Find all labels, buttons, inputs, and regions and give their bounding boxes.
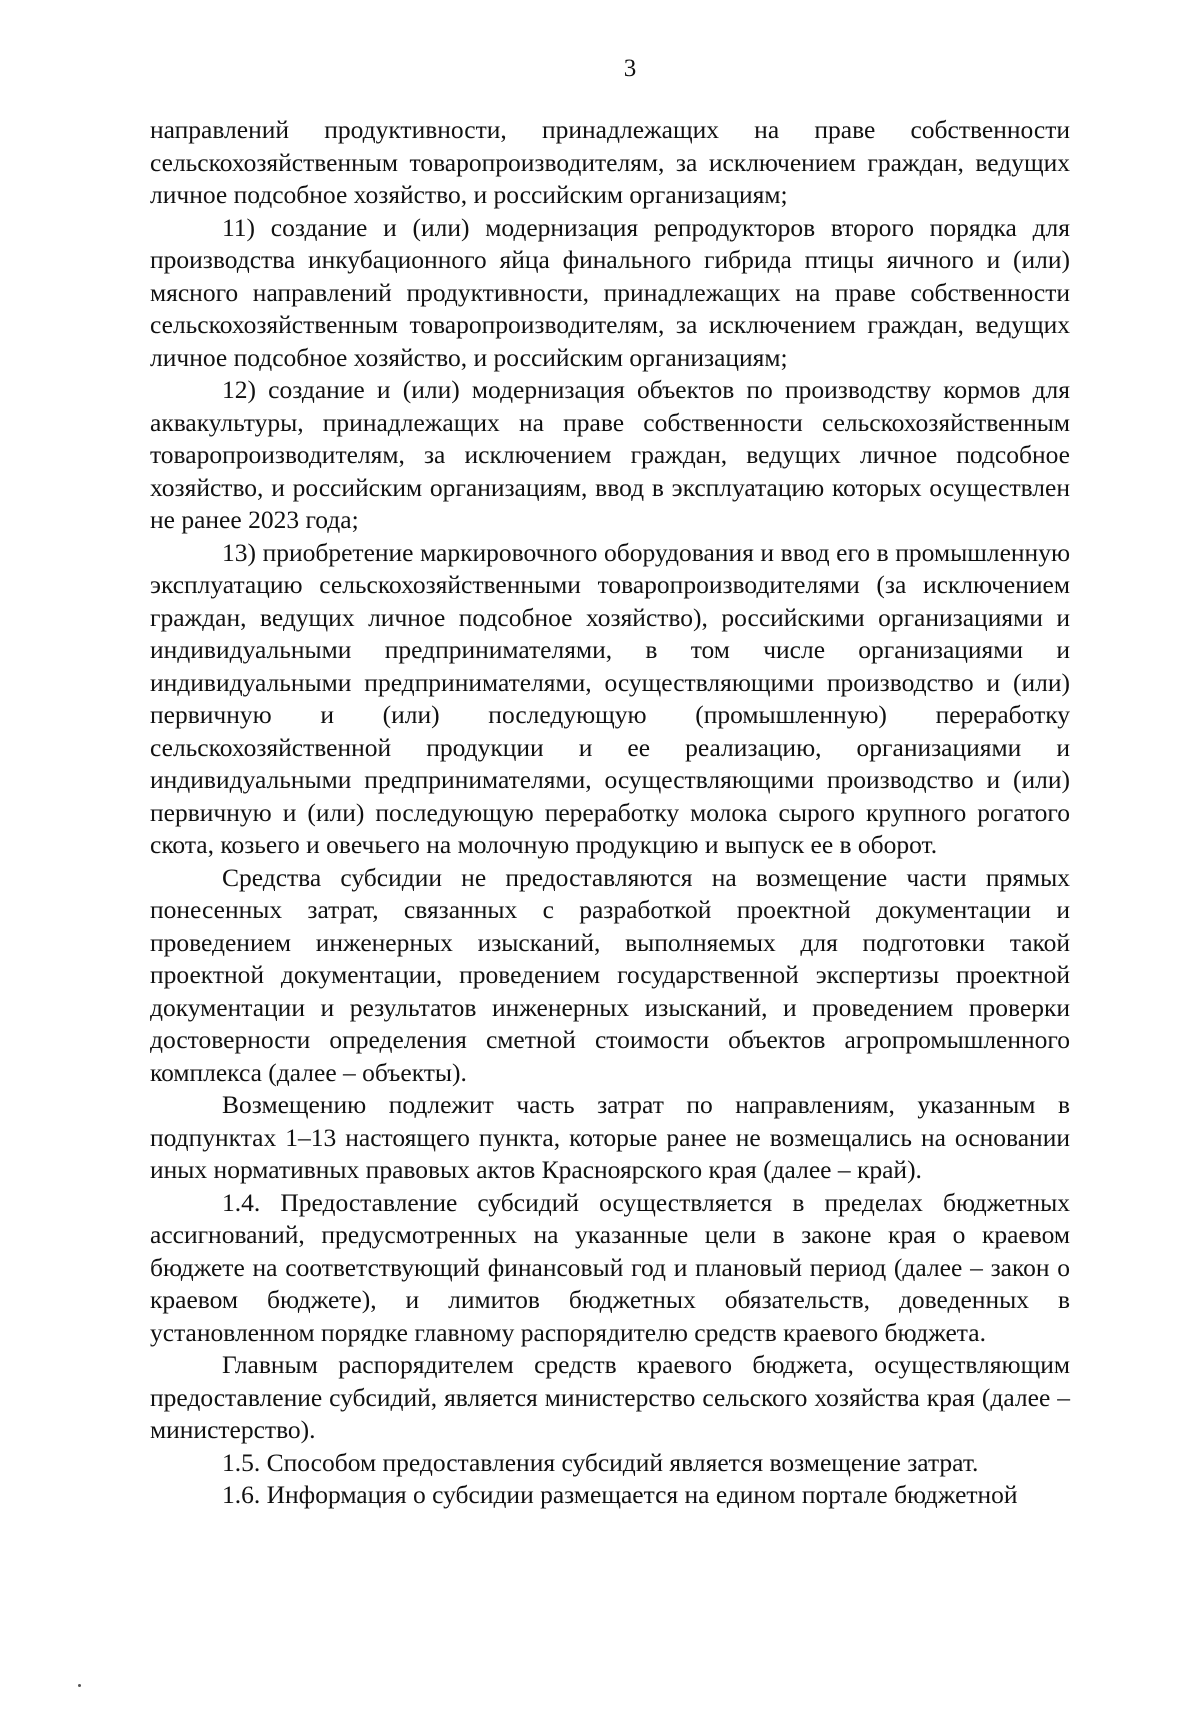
paragraph-1-4: 1.4. Предоставление субсидий осуществляется в пределах бюджетных ассигнований, предусмотренных на указанные цели в законе края о краевом бюджете на соответствующий финансовый год и плановый период (далее – закон о краевом бюджете), и лимитов бюджетных обязательств, доведенных в установленном порядке главному распорядителю средств краевого бюджета. (150, 1187, 1070, 1347)
scan-artifact-dot (78, 1684, 81, 1687)
paragraph-item-12: 12) создание и (или) модернизация объектов по производству кормов для аквакультуры, принадлежащих на праве собственности сельскохозяйственным товаропроизводителям, за исключением граждан, ведущих личное подсобное хозяйство, и российским организациям, ввод в эксплуатацию которых осуществлен не ранее 2023 года; (150, 375, 1070, 534)
paragraph-item-11: 11) создание и (или) модернизация репродукторов второго порядка для производства инкубационного яйца финального гибрида птицы яичного и (или) мясного направлений продуктивности, принадлежащих на праве собственности сельскохозяйственным товаропроизводителям, за исключением граждан, ведущих личное подсобное хозяйство, и российским организациям; (150, 212, 1070, 372)
paragraph-1-5: 1.5. Способом предоставления субсидий является возмещение затрат. (222, 1447, 979, 1477)
paragraph-continuation: направлений продуктивности, принадлежащих на праве собственности сельскохозяйственным товаропроизводителям, за исключением граждан, ведущих личное подсобное хозяйство, и российским организациям; (150, 115, 1070, 209)
paragraph-main-administrator: Главным распорядителем средств краевого бюджета, осуществляющим предоставление субсидий, является министерство сельского хозяйства края (далее – министерство). (150, 1350, 1070, 1444)
paragraph-reimbursement: Возмещению подлежит часть затрат по направлениям, указанным в подпунктах 1–13 настоящего пункта, которые ранее не возмещались на основании иных нормативных правовых актов Красноярского края (далее – край). (150, 1090, 1070, 1184)
paragraph-1-6: 1.6. Информация о субсидии размещается на едином портале бюджетной (222, 1480, 1018, 1509)
document-body (150, 0, 1070, 1512)
paragraph-item-13: 13) приобретение маркировочного оборудования и ввод его в промышленную эксплуатацию сельскохозяйственными товаропроизводителями (за исключением граждан, ведущих личное подсобное хозяйство), российскими организациями и индивидуальными предпринимателями, в том числе организациями и индивидуальными предпринимателями, осуществляющими производство и (или) первичную и (или) последующую (промышленную) переработку сельскохозяйственной продукции и ее реализацию, организациями и индивидуальными предпринимателями, осуществляющими производство и (или) первичную и (или) последующую переработку молока сырого крупного рогатого скота, козьего и овечьего на молочную продукцию и выпуск ее в оборот. (150, 537, 1070, 859)
page-number: 3 (623, 55, 637, 82)
paragraph-subsidy-exclusions: Средства субсидии не предоставляются на возмещение части прямых понесенных затрат, связанных с разработкой проектной документации и проведением инженерных изысканий, выполняемых для подготовки такой проектной документации, проведением государственной экспертизы проектной документации и результатов инженерных изысканий, и проведением проверки достоверности определения сметной стоимости объектов агропромышленного комплекса (далее – объекты). (150, 862, 1070, 1087)
